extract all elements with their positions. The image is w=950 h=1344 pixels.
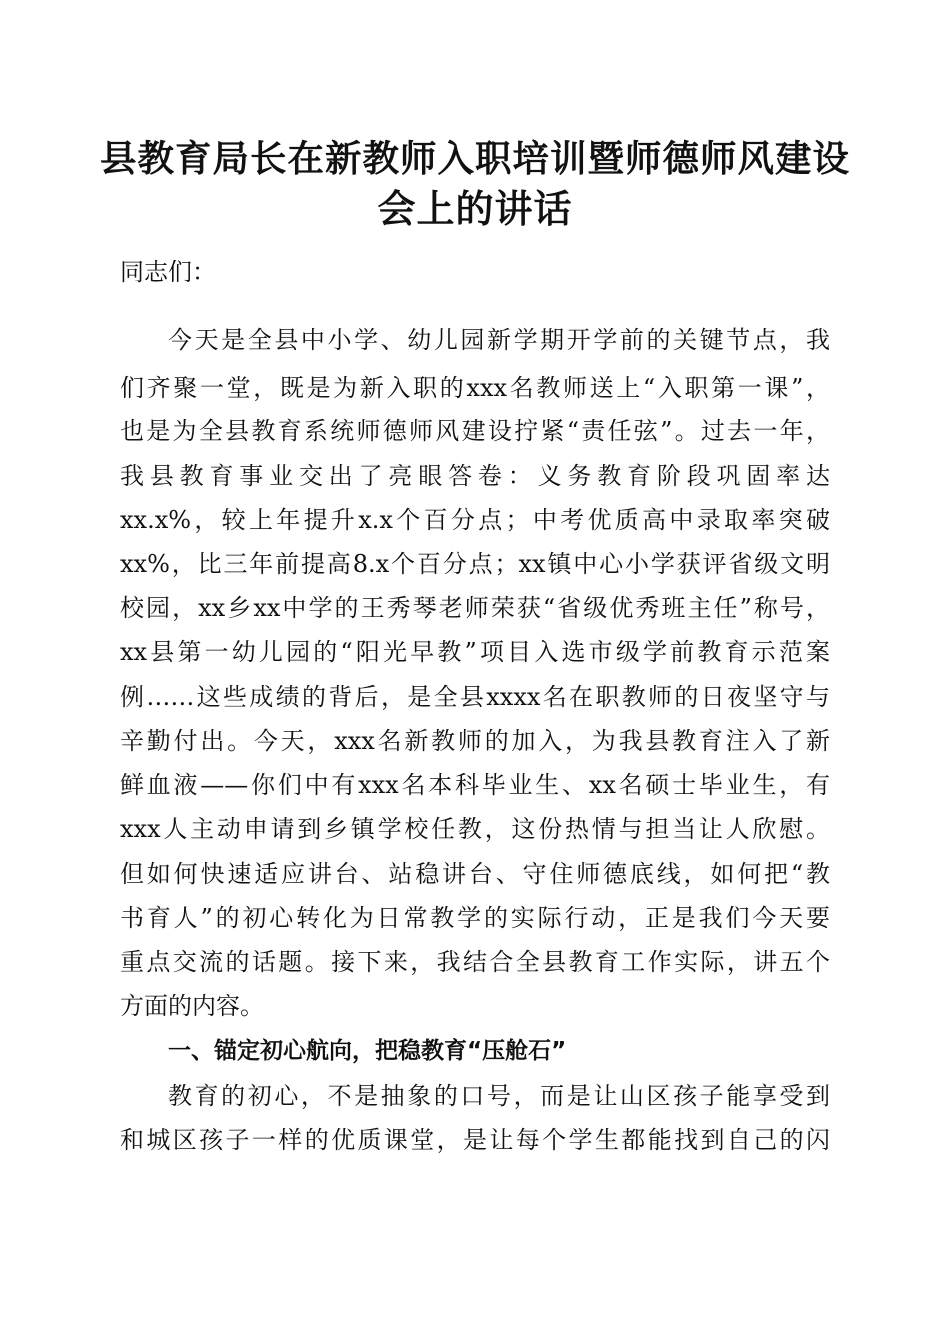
paragraph-line: xx%，比三年前提高8.x个百分点；xx镇中心小学获评省级文明 xyxy=(120,550,830,578)
paragraph-line: 校园，xx乡xx中学的王秀琴老师荣获“省级优秀班主任”称号， xyxy=(120,594,830,622)
paragraph-line: 我县教育事业交出了亮眼答卷：义务教育阶段巩固率达 xyxy=(120,462,830,490)
salutation: 同志们： xyxy=(120,258,216,286)
paragraph-line: 也是为全县教育系统师德师风建设拧紧“责任弦”。过去一年， xyxy=(120,417,830,445)
section-heading: 一、锚定初心航向，把稳教育“压舱石” xyxy=(168,1038,567,1064)
paragraph-line: xxx人主动申请到乡镇学校任教，这份热情与担当让人欣慰。 xyxy=(120,815,830,843)
paragraph-line: 们齐聚一堂，既是为新入职的xxx名教师送上“入职第一课”， xyxy=(120,374,830,402)
paragraph-line: 和城区孩子一样的优质课堂，是让每个学生都能找到自己的闪 xyxy=(120,1126,830,1154)
paragraph-line: 方面的内容。 xyxy=(120,992,264,1020)
paragraph-line: xx.x%，较上年提升x.x个百分点；中考优质高中录取率突破 xyxy=(120,506,830,534)
paragraph-line: 例……这些成绩的背后，是全县xxxx名在职教师的日夜坚守与 xyxy=(120,683,830,711)
paragraph-line: 但如何快速适应讲台、站稳讲台、守住师德底线，如何把“教 xyxy=(120,860,830,888)
paragraph-line: xx县第一幼儿园的“阳光早教”项目入选市级学前教育示范案 xyxy=(120,638,830,666)
paragraph-line: 辛勤付出。今天，xxx名新教师的加入，为我县教育注入了新 xyxy=(120,727,830,755)
paragraph-line: 鲜血液——你们中有xxx名本科毕业生、xx名硕士毕业生，有 xyxy=(120,771,830,799)
document-title-line-1: 县教育局长在新教师入职培训暨师德师风建设 xyxy=(100,137,850,180)
document-title-line-2: 会上的讲话 xyxy=(377,186,573,231)
paragraph-line: 书育人”的初心转化为日常教学的实际行动，正是我们今天要 xyxy=(120,904,830,932)
paragraph-line: 今天是全县中小学、幼儿园新学期开学前的关键节点，我 xyxy=(168,326,830,354)
paragraph-line: 重点交流的话题。接下来，我结合全县教育工作实际，讲五个 xyxy=(120,948,830,976)
paragraph-line: 教育的初心，不是抽象的口号，而是让山区孩子能享受到 xyxy=(168,1082,830,1110)
